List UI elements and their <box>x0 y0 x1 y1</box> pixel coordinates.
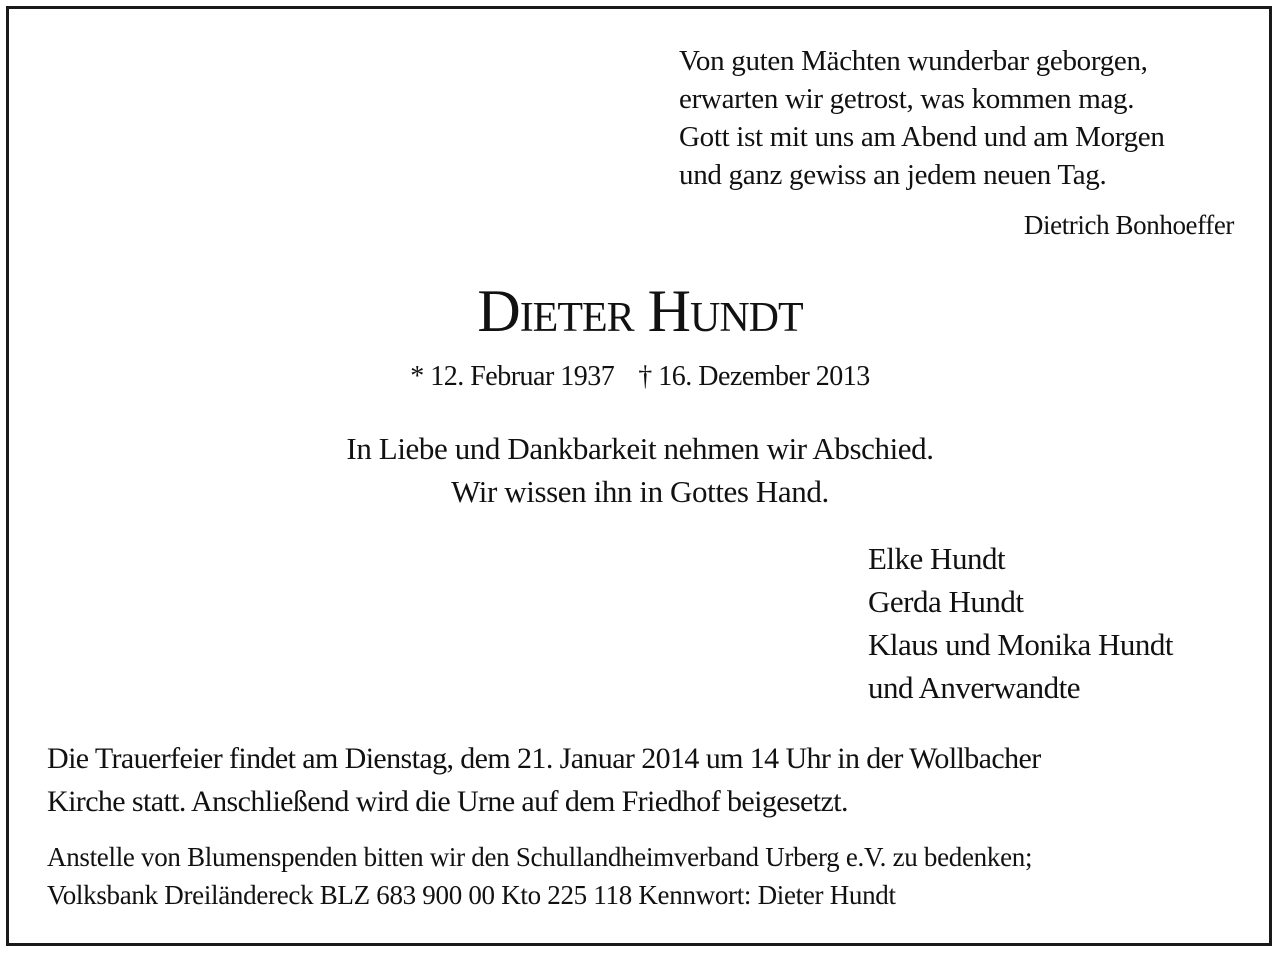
family-member: und Anverwandte <box>868 670 1081 705</box>
service-line: Kirche statt. Anschließend wird die Urne auf dem Friedhof beigesetzt. <box>47 785 848 818</box>
family-member: Gerda Hundt <box>868 584 1024 619</box>
poem-line: Von guten Mächten wunderbar geborgen, <box>679 45 1148 77</box>
donation-line: Volksbank Dreiländereck BLZ 683 900 00 Kto 225 118 Kennwort: Dieter Hundt <box>47 880 896 910</box>
poem-line: erwarten wir getrost, was kommen mag. <box>679 83 1135 115</box>
poem-line: Gott ist mit uns am Abend und am Morgen <box>679 121 1165 153</box>
farewell-text <box>0 427 1280 513</box>
deceased-name: Dieter Hundt <box>477 278 803 344</box>
family-member: Elke Hundt <box>868 541 1006 576</box>
poem-quote <box>679 42 1165 194</box>
service-line: Die Trauerfeier findet am Dienstag, dem 21. Januar 2014 um 14 Uhr in der Wollbacher <box>47 742 1041 775</box>
family-list <box>868 537 1173 709</box>
birth-date: * 12. Februar 1937 <box>410 361 615 392</box>
family-member: Klaus und Monika Hundt <box>868 627 1174 662</box>
death-date: † 16. Dezember 2013 <box>638 361 870 392</box>
farewell-line: Wir wissen ihn in Gottes Hand. <box>451 474 829 509</box>
farewell-line: In Liebe und Dankbarkeit nehmen wir Abschied. <box>346 431 934 466</box>
donation-line: Anstelle von Blumenspenden bitten wir den Schullandheimverband Urberg e.V. zu bedenken; <box>47 842 1033 872</box>
life-dates <box>0 358 1280 396</box>
funeral-service-info <box>47 737 1041 823</box>
poem-line: und ganz gewiss an jedem neuen Tag. <box>679 159 1107 191</box>
donation-info <box>47 838 1032 914</box>
poem-author: Dietrich Bonhoeffer <box>1023 210 1234 240</box>
